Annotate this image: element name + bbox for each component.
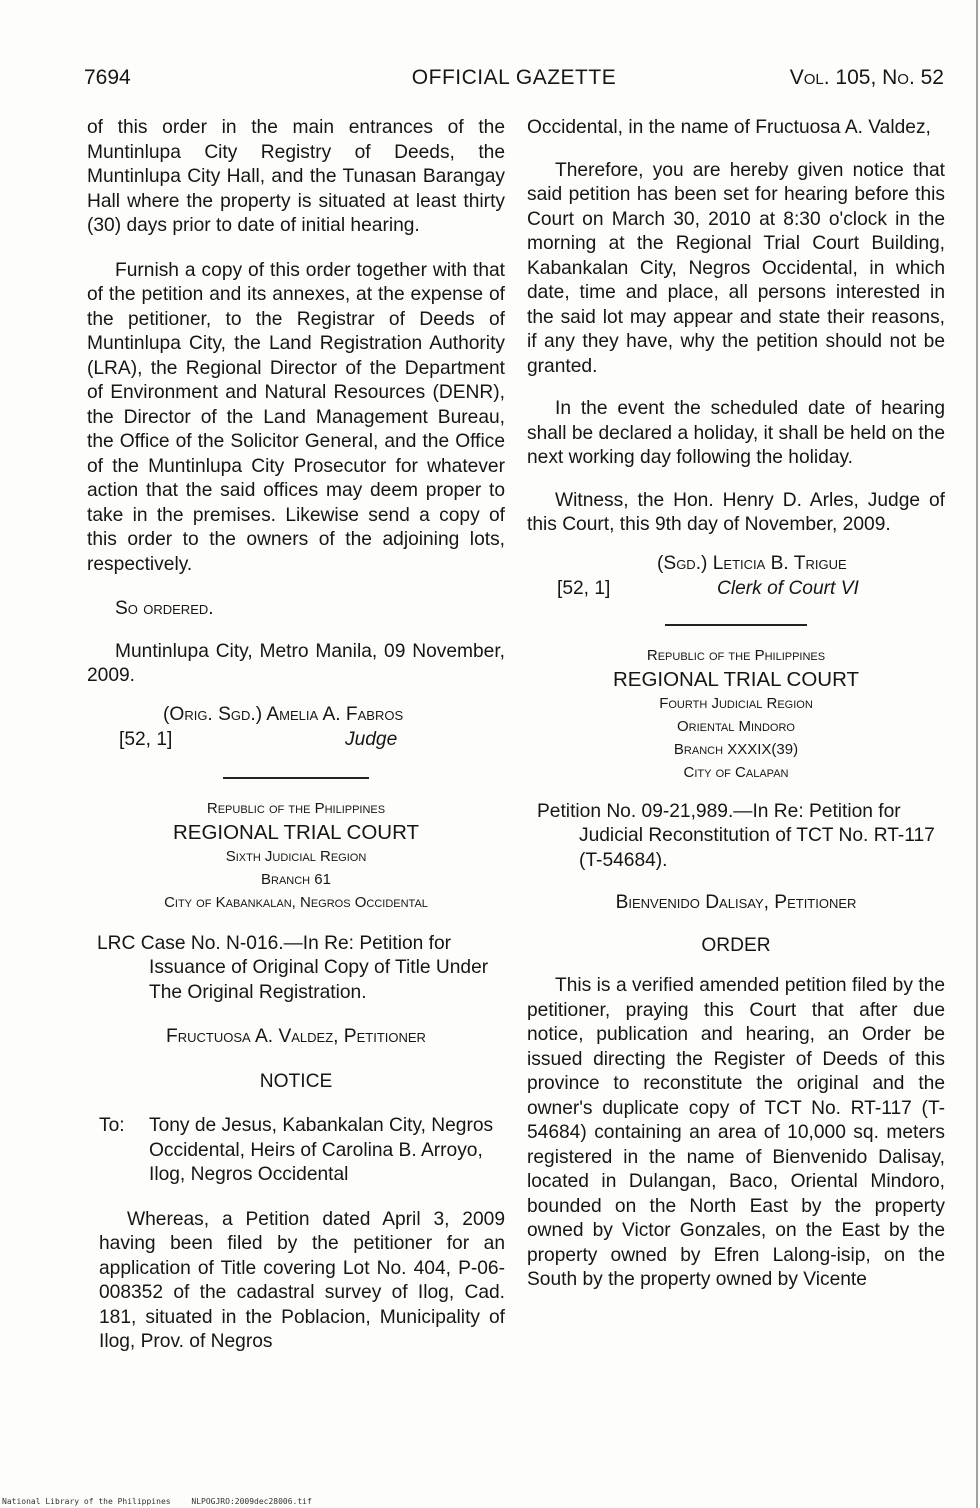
page-header bbox=[84, 66, 944, 96]
petitioner-line: Fructuosa A. Valdez, Petitioner bbox=[166, 1026, 426, 1047]
republic-line: Republic of the Philippines bbox=[646, 646, 826, 664]
court-name: REGIONAL TRIAL COURT bbox=[612, 667, 860, 691]
right-column bbox=[527, 116, 945, 1293]
whereas-paragraph: Whereas, a Petition dated April 3, 2009 having been filed by the petitioner for an application of Title covering Lot No. 404, P-06-008352 of the cadastral survey of Ilog, Cad. 181, situated in the Poblacion, Municipality of Ilog, Prov. of Negros bbox=[99, 1208, 505, 1352]
witness-paragraph: Witness, the Hon. Henry D. Arles, Judge of this Court, this 9th day of November, 2009. bbox=[527, 489, 945, 535]
page-number: 7694 bbox=[84, 66, 131, 89]
continued-paragraph: of this order in the main entrances of the Muntinlupa City Registry of Deeds, the Muntinlupa City Hall, and the Tunasan Barangay Hall where the property is situated at least thirty (30) days prior to date of initial hearing. bbox=[87, 117, 505, 236]
order-paragraph: This is a verified amended petition filed by the petitioner, praying this Court that after due notice, publication and hearing, an Order be issued directing the Register of Deeds of this province to reconstitute the original and the owner's duplicate copy of TCT No. RT-117 (T-54684) containing an area of 10,000 sq. meters registered in the name of Bienvenido Dalisay, located in Dulangan, Baco, Oriental Mindoro, bounded on the North East by the property owned by Victor Gonzales, on the East by the property owned by Efren Lalong-isip, on the South by the property owned by Vicente bbox=[527, 975, 945, 1290]
section-divider bbox=[665, 624, 807, 626]
signature-block bbox=[87, 703, 505, 757]
issue-reference: [52, 1] bbox=[119, 728, 173, 750]
addressee-block bbox=[87, 1114, 505, 1188]
scan-filename: NLPOGJRO:2009dec28006.tif bbox=[191, 1497, 312, 1506]
place-date: Muntinlupa City, Metro Manila, 09 November, 2009. bbox=[87, 640, 505, 686]
signature-block bbox=[527, 552, 945, 606]
court-city: City of Calapan bbox=[683, 763, 789, 781]
so-ordered: So ordered. bbox=[115, 598, 214, 619]
therefore-paragraph: Therefore, you are hereby given notice that said petition has been set for hearing before this Court on March 30, 2010 at 8:30 o'clock in the morning at the Regional Trial Court Building, Kabankalan City, Negros Occidental, in which date, time and place, all persons interested in the said lot may appear and state their reasons, if any they have, why the petition should not be granted. bbox=[527, 159, 945, 377]
library-credit: National Library of the Philippines bbox=[2, 1497, 171, 1506]
judicial-region: Sixth Judicial Region bbox=[225, 847, 367, 865]
gazette-title: OFFICIAL GAZETTE bbox=[411, 66, 617, 89]
scan-edge-line bbox=[976, 0, 978, 1508]
furnish-paragraph: Furnish a copy of this order together with that of the petition and its annexes, at the expense of the petitioner, to the Registrar of Deeds of Muntinlupa City, the Land Registration Authority (LRA), the Regional Director of the Department of Environment and Natural Resources (DENR), the Director of the Land Management Bureau, the Office of the Solicitor General, and the Office of the Muntinlupa City Prosecutor for whatever action that the said offices may deem proper to take in the premises. Likewise send a copy of this order to the owners of the adjoining lots, respectively. bbox=[87, 259, 505, 575]
order-heading: ORDER bbox=[701, 934, 771, 956]
judicial-region: Fourth Judicial Region bbox=[659, 694, 813, 712]
court-name: REGIONAL TRIAL COURT bbox=[172, 820, 420, 844]
republic-line: Republic of the Philippines bbox=[206, 799, 386, 817]
court-heading bbox=[87, 797, 505, 914]
continued-paragraph: Occidental, in the name of Fructuosa A. Valdez, bbox=[527, 117, 931, 138]
case-title: Petition No. 09-21,989.—In Re: Petition for Judicial Reconstitution of TCT No. RT-117 (T-54684). bbox=[537, 800, 935, 871]
court-branch: Branch 61 bbox=[261, 870, 331, 888]
court-branch: Branch XXXIX(39) bbox=[673, 740, 799, 758]
court-province: Oriental Mindoro bbox=[677, 717, 795, 735]
holiday-paragraph: In the event the scheduled date of hearing shall be declared a holiday, it shall be held on the next working day following the holiday. bbox=[527, 398, 945, 468]
petitioner-line: Bienvenido Dalisay, Petitioner bbox=[615, 892, 857, 913]
issue-reference: [52, 1] bbox=[557, 577, 611, 599]
signatory-title: Clerk of Court VI bbox=[717, 577, 859, 599]
signatory-title: Judge bbox=[345, 728, 398, 750]
volume-number: Vol. 105, No. 52 bbox=[789, 66, 944, 89]
notice-heading: NOTICE bbox=[259, 1070, 333, 1092]
section-divider bbox=[223, 777, 369, 779]
case-title: LRC Case No. N-016.—In Re: Petition for Issuance of Original Copy of Title Under The Original Registration. bbox=[97, 932, 489, 1003]
to-label: To: bbox=[99, 1115, 125, 1136]
court-city: City of Kabankalan, Negros Occidental bbox=[164, 893, 428, 911]
left-column bbox=[87, 116, 505, 1355]
scan-footer bbox=[2, 1497, 312, 1506]
court-heading bbox=[527, 644, 945, 784]
signatory-name: (Sgd.) Leticia B. Trigue bbox=[657, 552, 847, 574]
addressee-list: Tony de Jesus, Kabankalan City, Negros Occidental, Heirs of Carolina B. Arroyo, Ilog, Negros Occidental bbox=[149, 1115, 494, 1185]
signatory-name: (Orig. Sgd.) Amelia A. Fabros bbox=[163, 703, 404, 725]
